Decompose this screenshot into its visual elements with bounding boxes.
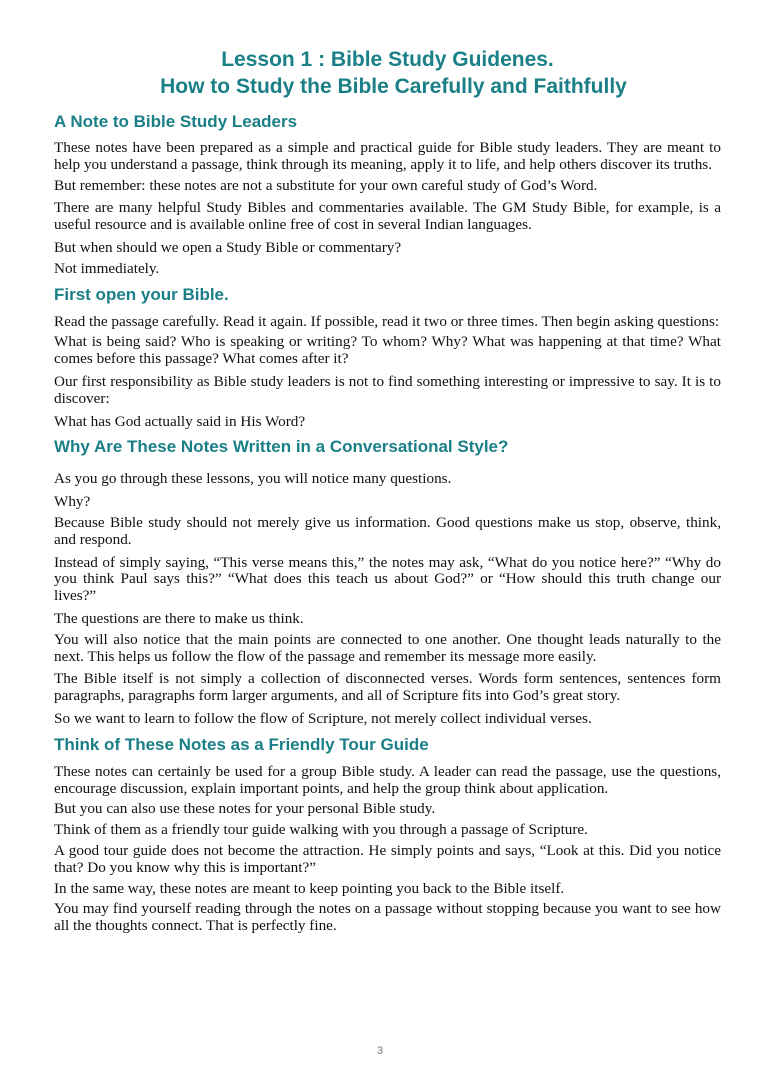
paragraph: You may find yourself reading through the notes on a passage without stopping because you want to see how all the thoughts connect. That is perfectly fine.	[54, 900, 721, 935]
paragraph: What is being said? Who is speaking or writing? To whom? Why? What was happening at that time? What comes before this passage? What comes after it?	[54, 333, 721, 368]
paragraph: So we want to learn to follow the flow of Scripture, not merely collect individual verses.	[54, 709, 592, 727]
paragraph: What has God actually said in His Word?	[54, 412, 306, 430]
section-tour-guide	[54, 734, 721, 935]
paragraph: Think of them as a friendly tour guide walking with you through a passage of Scripture.	[54, 821, 588, 839]
section-note-to-leaders	[54, 111, 721, 278]
paragraph: There are many helpful Study Bibles and commentaries available. The GM Study Bible, for example, is a useful resource and is available online free of cost in several Indian languages.	[54, 199, 721, 234]
section-heading: A Note to Bible Study Leaders	[54, 112, 298, 131]
paragraph: But when should we open a Study Bible or commentary?	[54, 238, 402, 256]
paragraph: The Bible itself is not simply a collection of disconnected verses. Words form sentences, sentences form paragraphs, paragraphs form larger arguments, and all of Scripture fits into God’s great story.	[54, 670, 721, 705]
section-conversational-style	[54, 436, 721, 727]
paragraph: You will also notice that the main points are connected to one another. One thought leads naturally to the next. This helps us follow the flow of the passage and remember its message more easily.	[54, 630, 721, 665]
section-heading: Why Are These Notes Written in a Conversational Style?	[54, 437, 509, 457]
page-number: 3	[376, 1045, 384, 1057]
paragraph: Why?	[54, 493, 91, 511]
document-page	[54, 46, 721, 941]
section-heading: Think of These Notes as a Friendly Tour Guide	[54, 734, 429, 754]
page-title	[54, 46, 721, 100]
paragraph: Not immediately.	[54, 259, 160, 277]
paragraph: Our first responsibility as Bible study leaders is not to find something interesting or impressive to say. It is to discover:	[54, 372, 721, 407]
paragraph: Instead of simply saying, “This verse means this,” the notes may ask, “What do you notice here?” “Why do you think Paul says this?” “What does this teach us about God?” or “How should this truth change our lives?”	[54, 553, 721, 605]
paragraph: Because Bible study should not merely give us information. Good questions make us stop, observe, think, and respond.	[54, 513, 721, 548]
paragraph: These notes can certainly be used for a group Bible study. A leader can read the passage, use the questions, encourage discussion, explain important points, and help the group think about application.	[54, 762, 721, 797]
paragraph: These notes have been prepared as a simple and practical guide for Bible study leaders. They are meant to help you understand a passage, think through its meaning, apply it to life, and help others discover its truths.	[54, 139, 721, 173]
title-line-2: How to Study the Bible Carefully and Faithfully	[160, 75, 627, 98]
paragraph: But remember: these notes are not a substitute for your own careful study of God’s Word.	[54, 176, 598, 194]
paragraph: A good tour guide does not become the attraction. He simply points and says, “Look at this. Did you notice that? Do you know why this is important?”	[54, 841, 721, 876]
paragraph: The questions are there to make us think.	[54, 609, 304, 627]
paragraph: In the same way, these notes are meant to keep pointing you back to the Bible itself.	[54, 879, 565, 897]
paragraph: As you go through these lessons, you will notice many questions.	[54, 470, 452, 488]
section-first-open-bible	[54, 284, 721, 431]
section-heading: First open your Bible.	[54, 284, 229, 304]
title-line-1: Lesson 1 : Bible Study Guidenes.	[221, 48, 554, 71]
paragraph: Read the passage carefully. Read it again. If possible, read it two or three times. Then begin asking questions:	[54, 312, 720, 330]
paragraph: But you can also use these notes for your personal Bible study.	[54, 800, 436, 818]
